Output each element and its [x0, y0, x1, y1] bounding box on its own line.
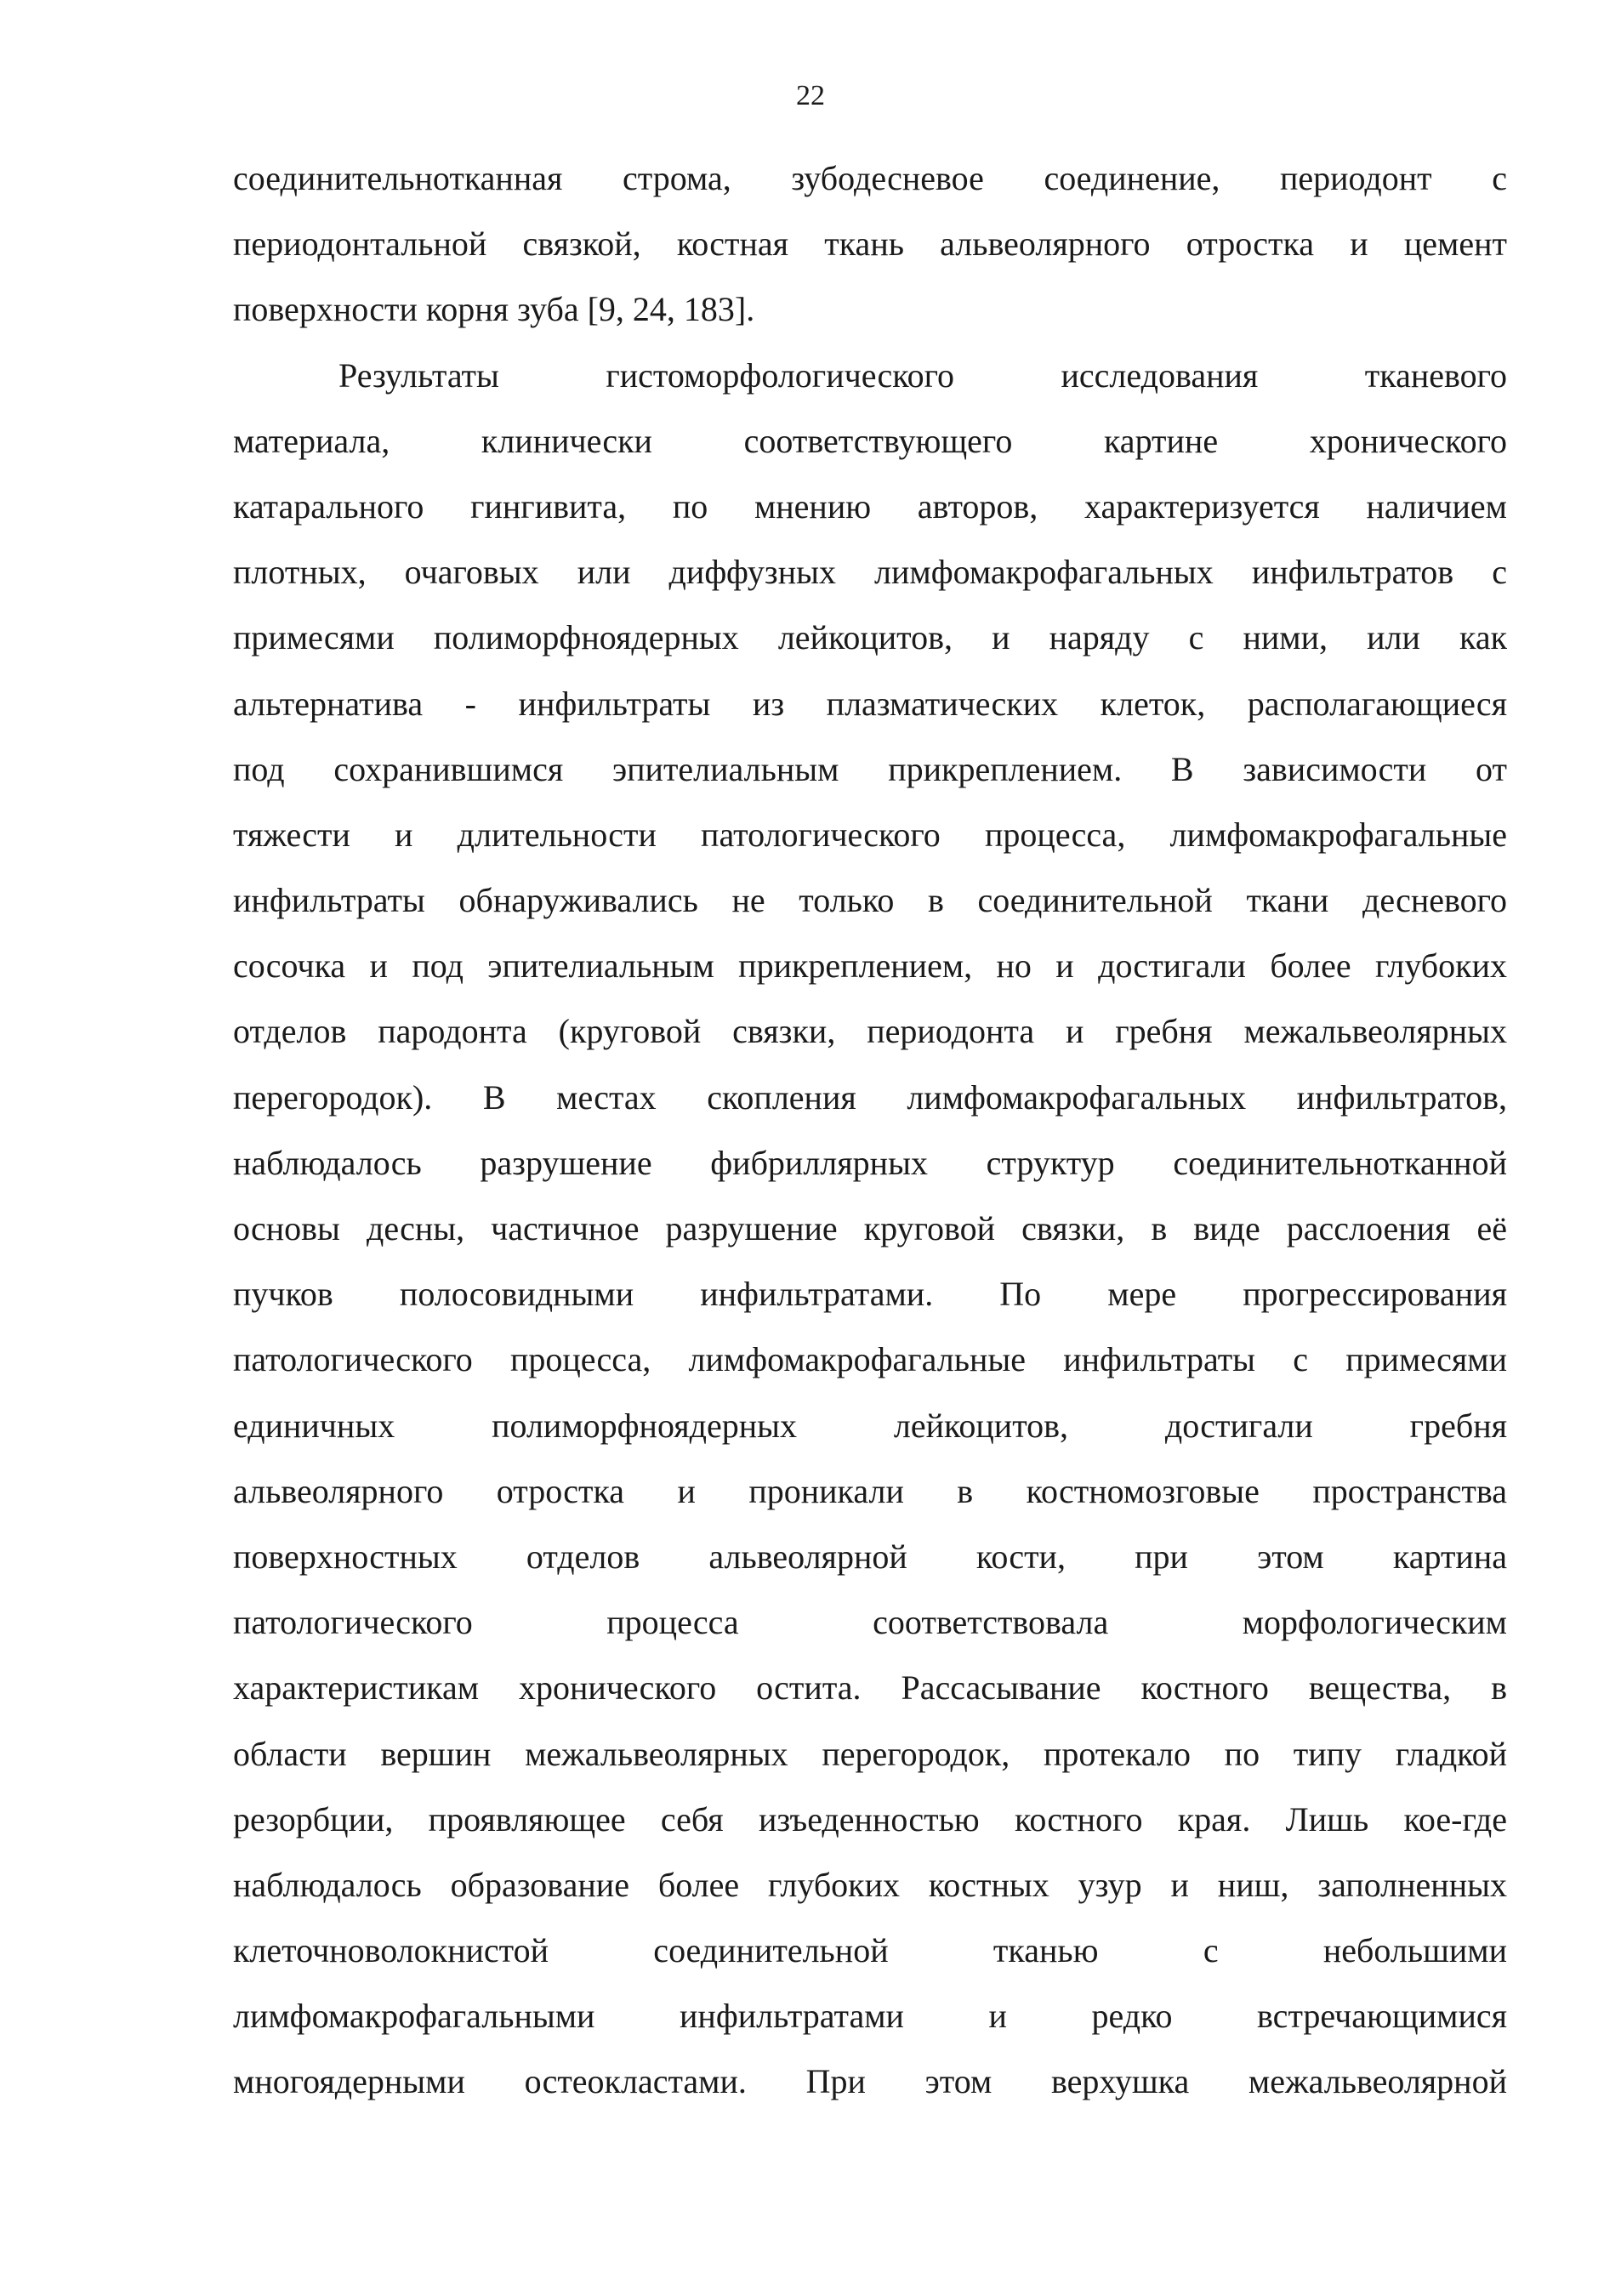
text-line: резорбции, проявляющее себя изъеденностью костного края. Лишь кое-где [233, 1799, 1507, 1839]
text-line: соединительнотканная строма, зубодесневое соединение, периодонт с [233, 159, 1507, 197]
text-line: единичных полиморфноядерных лейкоцитов, достигали гребня [233, 1406, 1507, 1445]
text-line: поверхности корня зуба [9, 24, 183]. [233, 290, 755, 329]
text-line: тяжести и длительности патологического процесса, лимфомакрофагальные [233, 815, 1507, 854]
body-text [233, 151, 1507, 2121]
text-line: патологического процесса, лимфомакрофагальные инфильтраты с примесями [233, 1340, 1507, 1379]
page-number: 22 [796, 80, 825, 111]
text-line: примесями полиморфноядерных лейкоцитов, и наряду с ними, или как [233, 618, 1507, 657]
text-line: альвеолярного отростка и проникали в костномозговые пространства [233, 1471, 1507, 1510]
text-line: многоядерными остеокластами. При этом верхушка межальвеолярной [233, 2062, 1507, 2101]
text-line: Результаты гистоморфологического исследования тканевого [338, 355, 1507, 395]
text-line: альтернатива - инфильтраты из плазматических клеток, располагающиеся [233, 684, 1507, 723]
text-line: наблюдалось образование более глубоких костных узур и ниш, заполненных [233, 1865, 1507, 1904]
text-line: лимфомакрофагальными инфильтратами и редко встречающимися [233, 1997, 1507, 2036]
text-line: под сохранившимся эпителиальным прикреплением. В зависимости от [233, 749, 1507, 788]
text-line: отделов пародонта (круговой связки, периодонта и гребня межальвеолярных [233, 1012, 1507, 1051]
text-line: перегородок). В местах скопления лимфомакрофагальных инфильтратов, [233, 1077, 1507, 1117]
text-line: сосочка и под эпителиальным прикреплением, но и достигали более глубоких [233, 946, 1507, 986]
text-line: поверхностных отделов альвеолярной кости, при этом картина [233, 1537, 1507, 1576]
text-line: материала, клинически соответствующего картине хронического [233, 421, 1507, 460]
text-line: инфильтраты обнаруживались не только в соединительной ткани десневого [233, 881, 1507, 920]
text-line: характеристикам хронического остита. Рассасывание костного вещества, в [233, 1668, 1507, 1708]
text-line: плотных, очаговых или диффузных лимфомакрофагальных инфильтратов с [233, 553, 1507, 592]
text-line: периодонтальной связкой, костная ткань альвеолярного отростка и цемент [233, 224, 1507, 264]
text-line: катарального гингивита, по мнению авторов, характеризуется наличием [233, 486, 1507, 526]
text-line: наблюдалось разрушение фибриллярных структур соединительнотканной [233, 1143, 1507, 1182]
text-line: клеточноволокнистой соединительной тканью с небольшими [233, 1931, 1507, 1970]
text-line: патологического процесса соответствовала морфологическим [233, 1603, 1507, 1642]
text-line: области вершин межальвеолярных перегородок, протекало по типу гладкой [233, 1734, 1507, 1773]
text-line: основы десны, частичное разрушение круговой связки, в виде расслоения её [233, 1209, 1507, 1247]
text-line: пучков полосовидными инфильтратами. По мере прогрессирования [233, 1275, 1507, 1314]
